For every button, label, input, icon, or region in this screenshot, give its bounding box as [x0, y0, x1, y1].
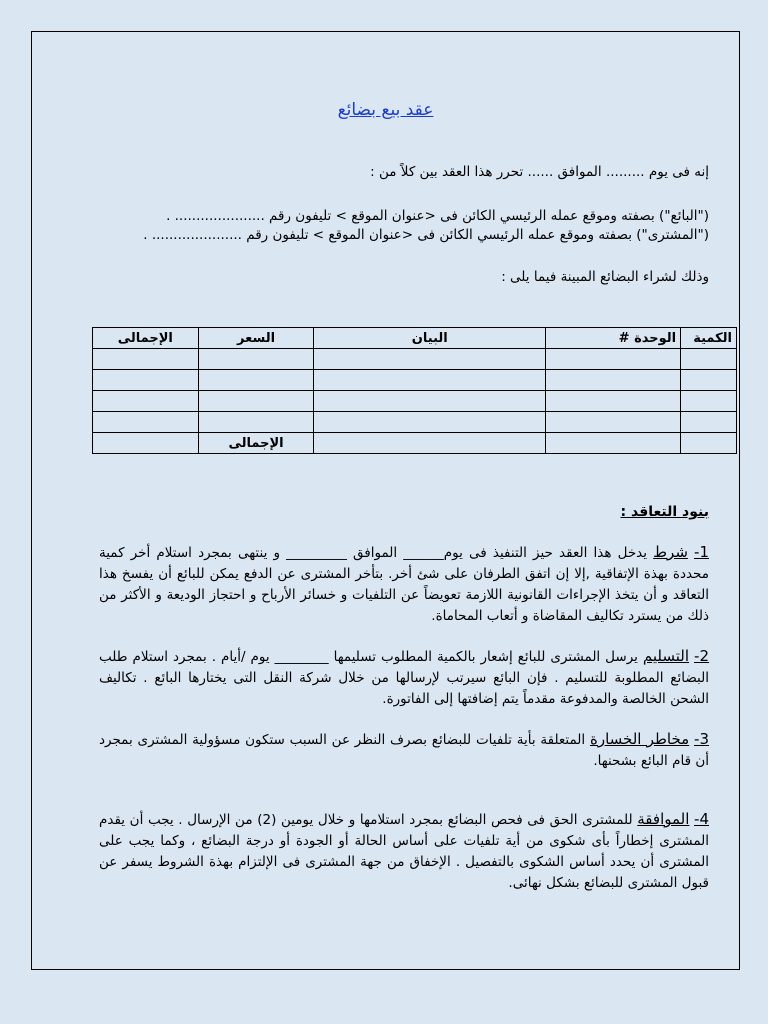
total-label: الإجمالى — [198, 433, 314, 454]
contract-page — [31, 31, 740, 970]
table-row — [93, 349, 737, 370]
purpose-line: وذلك لشراء البضائع المبينة فيما يلى : — [501, 269, 709, 285]
column-header: السعر — [198, 328, 314, 349]
clause-text: يدخل هذا العقد حيز التنفيذ فى يوم______ الموافق _________ و ينتهى بمجرد استلام أخر كمية محددة بهذة الإتفاقية ,إلا إن اتفق الطرفان على شئ أخر. بتأخر المشترى عن الدفع يمكن للبائع أن يفسخ هذا التعاقد و أن يتخذ الإجراءات القانونية اللازمة تعويضاً عن التلفيات و خسائر الأرباح و احتجاز الوديعة و الأكثر من ذلك من يسترد تكاليف المقاضاة و أتعاب المحاماة. — [99, 545, 709, 624]
column-header: البيان — [314, 328, 546, 349]
table-row — [93, 391, 737, 412]
table-row — [93, 412, 737, 433]
clause-text: المتعلقة بأية تلفيات للبضائع بصرف النظر عن السبب ستكون مسؤولية المشترى بمجرد أن قام البائع بشحنها. — [99, 732, 709, 769]
clause-number: 4- — [694, 810, 710, 828]
clause-text: يرسل المشترى للبائع إشعار بالكمية المطلوب تسليمها ________ يوم /أيام . بمجرد استلام طلب البضائع المطلوبة للتسليم . فإن البائع سيرتب لإرسالها من خلال شركة النقل التى يختارها البائع . تكاليف الشحن الخالصة والمدفوعة مقدماً يتم إضافتها إلى الفاتورة. — [99, 649, 709, 707]
goods-table — [92, 327, 737, 454]
table-header-row — [93, 328, 737, 349]
column-header: الإجمالى — [93, 328, 199, 349]
clause-2 — [99, 646, 709, 710]
document-title: عقد بيع بضائع — [337, 100, 434, 120]
clause-lead: الموافقة — [637, 810, 690, 828]
clause-lead: شرط — [653, 543, 688, 561]
intro-line: إنه فى يوم ......... الموافق ...... تحرر هذا العقد بين كلاً من : — [370, 164, 709, 180]
clause-number: 3- — [694, 730, 709, 748]
clause-lead: مخاطر الخسارة — [589, 730, 690, 748]
column-header: الكمية — [681, 328, 737, 349]
clause-number: 2- — [694, 647, 710, 665]
column-header: الوحدة # — [546, 328, 681, 349]
clause-1 — [99, 542, 709, 627]
table-row — [93, 370, 737, 391]
seller-line: ("البائع") بصفته وموقع عمله الرئيسي الكائن فى <عنوان الموقع > تليفون رقم ..................... . — [166, 208, 709, 224]
clause-text: للمشترى الحق فى فحص البضائع بمجرد استلامها و خلال يومين (2) من الإرسال . يجب أن يقدم المشترى إخطاراً بأى شكوى من أية تلفيات على أساس الحالة أو الجودة أو درجة البضائع ، وكما يجب على المشترى أن يحدد أساس الشكوى بالتفصيل . الإخفاق من جهة المشترى فى الإلتزام بهذة الشروط يسفر عن قبول المشترى للبضائع بشكل نهائى. — [99, 812, 709, 891]
terms-heading: بنود التعاقد : — [620, 504, 709, 520]
clause-number: 1- — [694, 543, 710, 561]
clause-lead: التسليم — [642, 647, 690, 665]
table-total-row — [93, 433, 737, 454]
buyer-line: ("المشترى") بصفته وموقع عمله الرئيسي الكائن فى <عنوان الموقع > تليفون رقم ..................... . — [143, 227, 709, 243]
clause-3 — [99, 729, 709, 772]
clause-4 — [99, 809, 709, 894]
